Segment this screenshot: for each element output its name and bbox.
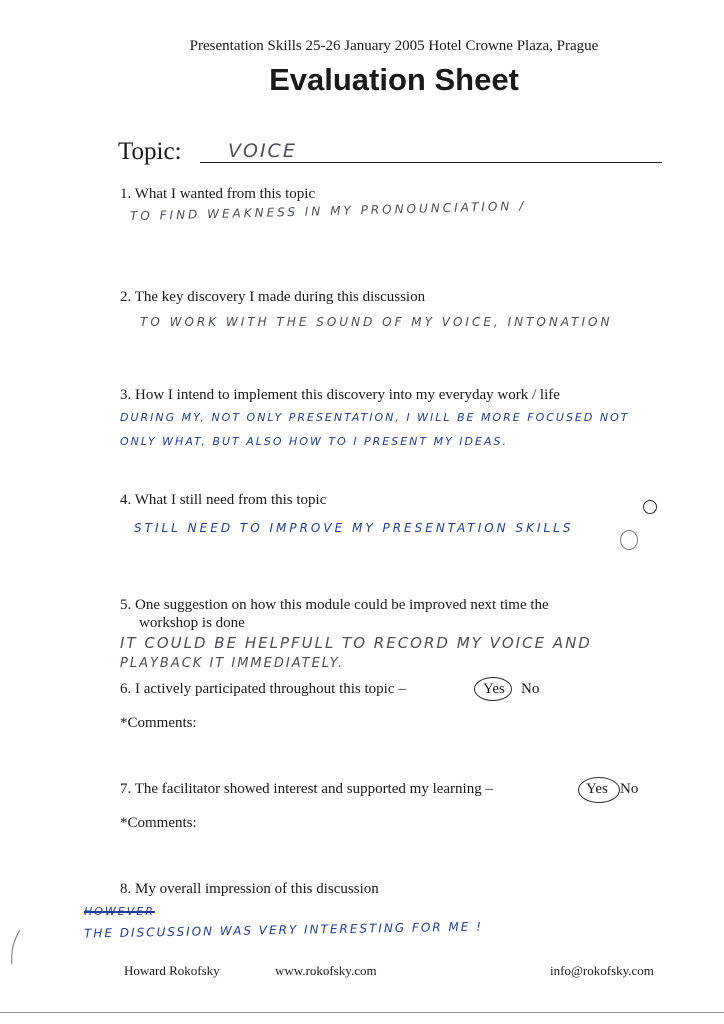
answer-1: TO FIND WEAKNESS IN MY PRONOUNCIATION / xyxy=(129,198,527,224)
question-text: How I intend to implement this discovery into my everyday work / life xyxy=(135,387,560,403)
answer-circle xyxy=(578,777,620,803)
question-3 xyxy=(120,387,560,404)
margin-stroke xyxy=(4,928,24,968)
answer-3-line-2: ONLY WHAT, BUT ALSO HOW TO I PRESENT MY IDEAS. xyxy=(120,435,508,448)
question-6 xyxy=(120,681,406,698)
margin-mark xyxy=(620,530,638,550)
yes-option-6[interactable]: Yes xyxy=(483,681,505,697)
struck-word: HOWEVER xyxy=(84,905,155,918)
comments-label-7: *Comments: xyxy=(120,815,197,831)
question-text: What I still need from this topic xyxy=(134,492,327,508)
question-text: I actively participated throughout this topic – xyxy=(135,681,406,697)
footer-name: Howard Rokofsky xyxy=(124,963,220,978)
question-text: The facilitator showed interest and supported my learning – xyxy=(134,781,493,797)
question-8 xyxy=(120,881,379,898)
footer-email: info@rokofsky.com xyxy=(550,963,654,978)
answer-5-line-2: PLAYBACK IT IMMEDIATELY. xyxy=(120,656,345,671)
question-number: 5. xyxy=(120,597,132,613)
question-text: One suggestion on how this module could be improved next time the xyxy=(135,597,549,613)
question-text: My overall impression of this discussion xyxy=(135,881,379,897)
margin-mark xyxy=(643,500,657,514)
topic-value: VOICE xyxy=(228,140,297,162)
no-option-6[interactable]: No xyxy=(521,681,540,697)
question-number: 1. xyxy=(120,186,132,202)
event-line: Presentation Skills 25-26 January 2005 Hotel Crowne Plaza, Prague xyxy=(189,38,599,54)
question-text: The key discovery I made during this discussion xyxy=(134,289,426,305)
question-1 xyxy=(120,186,315,203)
answer-2: TO WORK WITH THE SOUND OF MY VOICE, INTONATION xyxy=(140,315,613,329)
no-option-7[interactable]: No xyxy=(620,781,639,797)
scan-edge xyxy=(0,1012,724,1013)
footer-website: www.rokofsky.com xyxy=(275,963,377,978)
question-5 xyxy=(120,596,549,632)
topic-label: Topic: xyxy=(118,138,182,165)
answer-4: STILL NEED TO IMPROVE MY PRESENTATION SKILLS xyxy=(134,521,574,535)
document-title: Evaluation Sheet xyxy=(269,62,519,97)
answer-circle xyxy=(474,677,512,701)
question-7 xyxy=(120,781,493,798)
yes-option-7[interactable]: Yes xyxy=(586,781,608,797)
question-text: workshop is done xyxy=(139,615,245,631)
question-number: 2. xyxy=(120,289,132,305)
answer-3-line-1: DURING MY, NOT ONLY PRESENTATION, I WILL BE MORE FOCUSED NOT xyxy=(120,411,630,424)
question-2 xyxy=(120,289,425,306)
topic-underline xyxy=(200,162,662,163)
question-4 xyxy=(120,492,326,509)
answer-8: THE DISCUSSION WAS VERY INTERESTING FOR ME ! xyxy=(83,919,484,941)
question-text: What I wanted from this topic xyxy=(134,186,316,202)
answer-5-line-1: IT COULD BE HELPFULL TO RECORD MY VOICE AND xyxy=(120,634,592,652)
question-number: 3. xyxy=(120,387,132,403)
question-number: 8. xyxy=(120,881,132,897)
question-number: 6. xyxy=(120,681,132,697)
question-number: 7. xyxy=(120,781,132,797)
question-number: 4. xyxy=(120,492,132,508)
comments-label-6: *Comments: xyxy=(120,715,197,731)
